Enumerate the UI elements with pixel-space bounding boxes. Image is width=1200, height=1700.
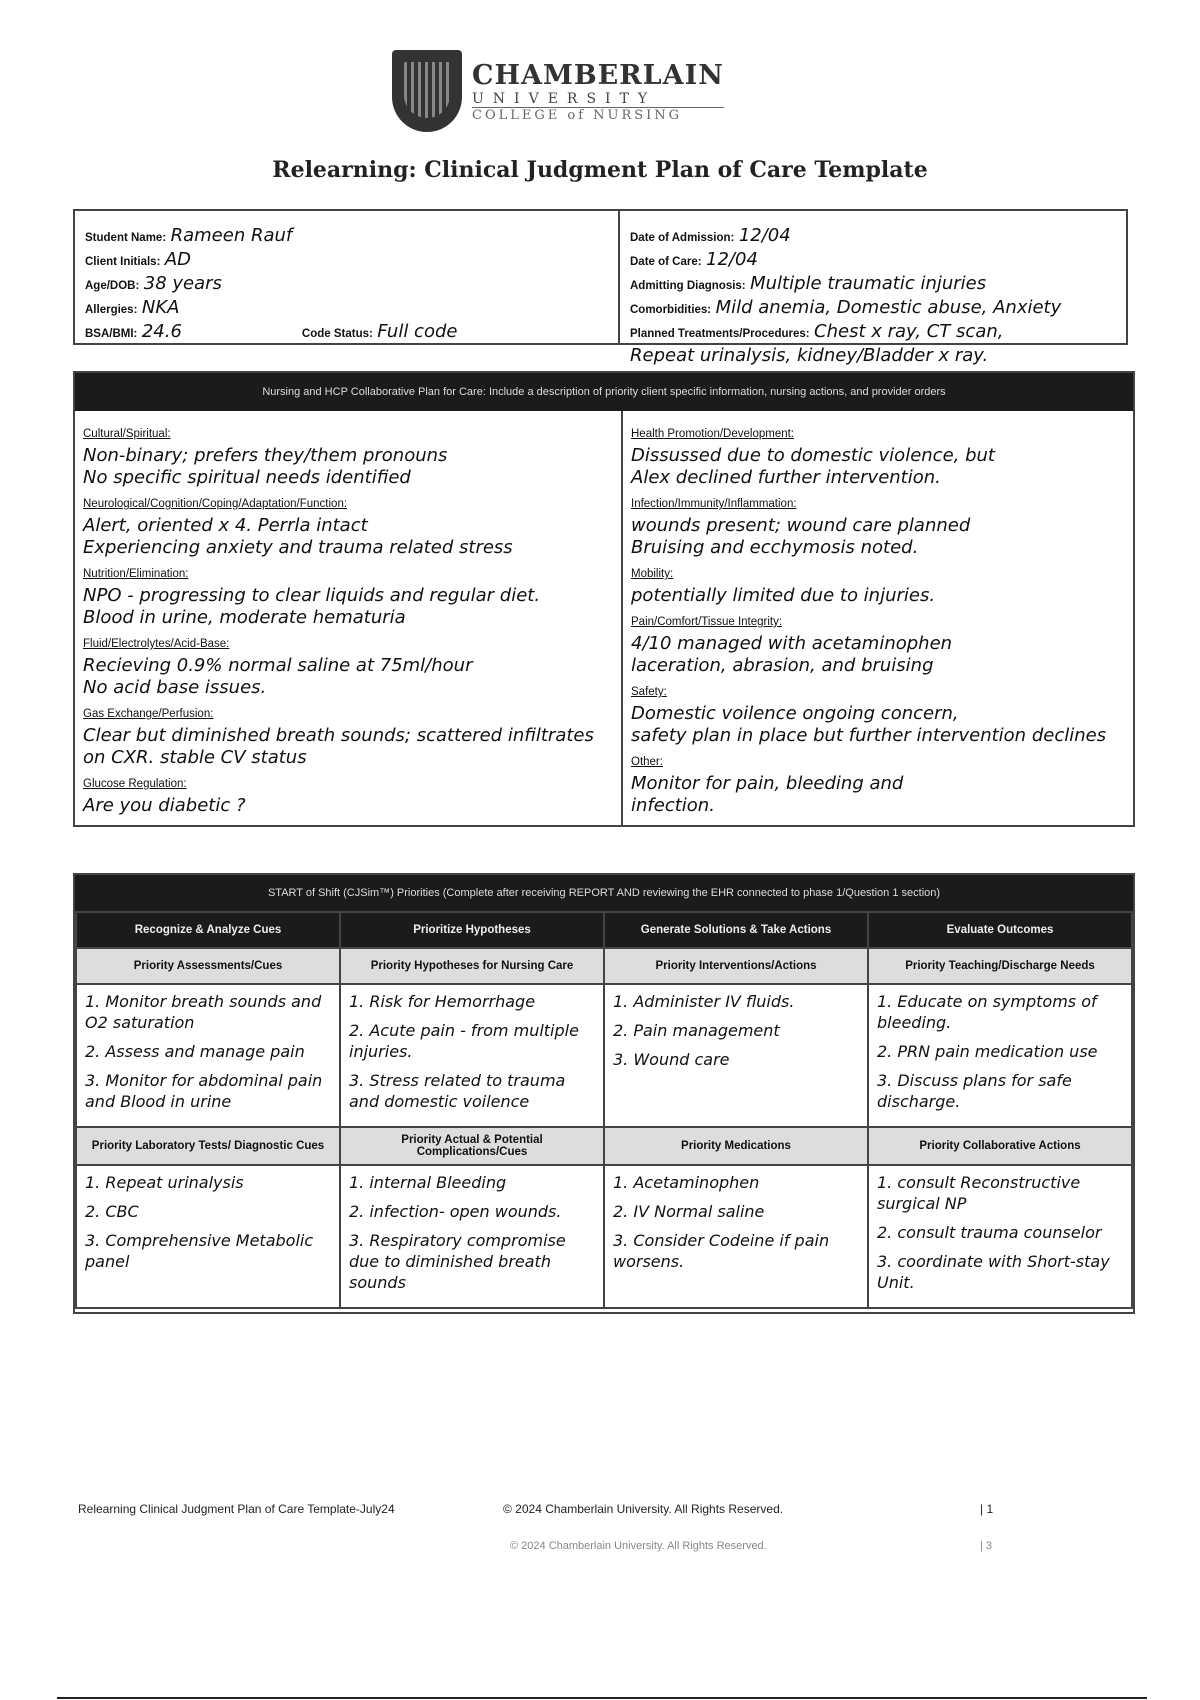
row1-cell — [604, 984, 868, 1127]
plan-section — [631, 493, 1125, 559]
info-label: Date of Admission: — [630, 232, 735, 244]
plan-section-text: potentially limited due to injuries. — [631, 585, 936, 606]
client-info-right — [620, 211, 1126, 366]
row1-cell — [868, 984, 1132, 1127]
plan-section — [83, 423, 613, 489]
client-info-left — [75, 211, 620, 343]
bottom-rule — [57, 1697, 1147, 1699]
priority-item: 3. Discuss plans for safe discharge. — [877, 1071, 1072, 1111]
plan-section — [631, 681, 1125, 747]
plan-section-text: Dissussed due to domestic violence, but — [631, 445, 995, 466]
priority-item: 2. Assess and manage pain — [85, 1042, 305, 1061]
priority-item: 2. Acute pain - from multiple injuries. — [349, 1021, 579, 1061]
row2-cell — [76, 1165, 340, 1308]
table-row — [76, 1127, 1132, 1165]
priority-item: 3. Wound care — [613, 1050, 730, 1069]
sub1-cell: Priority Hypotheses for Nursing Care — [340, 948, 604, 984]
sub2-cell: Priority Medications — [604, 1127, 868, 1165]
plan-section-label: Safety: — [631, 686, 667, 698]
ghost-copyright: © 2024 Chamberlain University. All Rights Reserved. — [510, 1540, 767, 1552]
info-label: Allergies: — [85, 304, 138, 316]
plan-section-text: wounds present; wound care planned — [631, 515, 971, 536]
plan-section-text: Blood in urine, moderate hematuria — [83, 607, 406, 628]
logo-college: COLLEGE of NURSING — [472, 107, 683, 123]
plan-section-label: Cultural/Spiritual: — [83, 428, 171, 440]
plan-section — [83, 633, 613, 699]
info-field — [85, 273, 608, 297]
row1-cell — [76, 984, 340, 1127]
plan-section-label: Glucose Regulation: — [83, 778, 187, 790]
priority-item: 1. Administer IV fluids. — [613, 992, 795, 1011]
priority-item: 3. Consider Codeine if pain worsens. — [613, 1231, 830, 1271]
sub1-cell: Priority Teaching/Discharge Needs — [868, 948, 1132, 984]
info-value: 12/04 — [738, 225, 791, 246]
table-row — [76, 912, 1132, 948]
priority-item: 2. Pain management — [613, 1021, 780, 1040]
info-label: Age/DOB: — [85, 280, 140, 292]
info-value: Rameen Rauf — [170, 225, 293, 246]
plan-section-text: Experiencing anxiety and trauma related stress — [83, 537, 513, 558]
plan-section-label: Nutrition/Elimination: — [83, 568, 189, 580]
info-value: 38 years — [143, 273, 222, 294]
logo-sub: UNIVERSITY — [472, 91, 724, 108]
plan-section-label: Neurological/Cognition/Coping/Adaptation/Function: — [83, 498, 348, 510]
client-info-box — [73, 209, 1128, 366]
priority-item: 2. PRN pain medication use — [877, 1042, 1098, 1061]
priority-item: 2. IV Normal saline — [613, 1202, 765, 1221]
plan-section — [83, 703, 613, 769]
info-field — [630, 249, 1116, 273]
info-label: Admitting Diagnosis: — [630, 280, 746, 292]
priority-item: 1. Repeat urinalysis — [85, 1173, 244, 1192]
priority-item: 1. Monitor breath sounds and O2 saturation — [85, 992, 322, 1032]
plan-section-text: Are you diabetic ? — [83, 795, 246, 816]
info-field — [630, 297, 1116, 321]
info-label: Planned Treatments/Procedures: — [630, 328, 810, 340]
plan-section-text: Bruising and ecchymosis noted. — [631, 537, 919, 558]
plan-section-text: No acid base issues. — [83, 677, 267, 698]
ghost-page: | 3 — [980, 1540, 993, 1552]
sub1-cell: Priority Assessments/Cues — [76, 948, 340, 984]
plan-section — [631, 563, 1125, 607]
code-status-label: Code Status: — [301, 328, 373, 340]
info-field — [630, 321, 1116, 345]
priority-item: 3. Monitor for abdominal pain and Blood in urine — [85, 1071, 323, 1111]
footer-page-number: | 1 — [980, 1502, 994, 1516]
info-value: Mild anemia, Domestic abuse, Anxiety — [715, 297, 1062, 318]
plan-section-text: safety plan in place but further intervention declines — [631, 725, 1107, 746]
info-value: Chest x ray, CT scan, — [814, 321, 1004, 342]
plan-section-text: Monitor for pain, bleeding and — [631, 773, 904, 794]
plan-section-text: 4/10 managed with acetaminophen — [631, 633, 953, 654]
sub1-cell: Priority Interventions/Actions — [604, 948, 868, 984]
footer-template-name: Relearning Clinical Judgment Plan of Care Template-July24 — [78, 1502, 395, 1516]
plan-section-label: Pain/Comfort/Tissue Integrity: — [631, 616, 783, 628]
columns-cell: Evaluate Outcomes — [868, 912, 1132, 948]
info-label: Comorbidities: — [630, 304, 712, 316]
page-number: 1 — [986, 1502, 994, 1516]
plan-section-label: Mobility: — [631, 568, 674, 580]
sub2-cell: Priority Actual & Potential Complications/Cues — [340, 1127, 604, 1165]
plan-section-text: No specific spiritual needs identified — [83, 467, 411, 488]
plan-section-text: Clear but diminished breath sounds; scattered infiltrates on CXR. stable CV status — [83, 725, 594, 768]
logo-name: CHAMBERLAIN — [472, 59, 724, 91]
priorities-header: START of Shift (CJSim™) Priorities (Complete after receiving REPORT AND reviewing the EHR connected to phase 1/Question 1 section) — [75, 875, 1133, 911]
columns-cell: Generate Solutions & Take Actions — [604, 912, 868, 948]
plan-section — [631, 423, 1125, 489]
info-value: 12/04 — [706, 249, 758, 270]
planned-treatments-continued: Repeat urinalysis, kidney/Bladder x ray. — [630, 345, 989, 366]
info-value: Multiple traumatic injuries — [750, 273, 987, 294]
columns-cell: Recognize & Analyze Cues — [76, 912, 340, 948]
plan-section-text: Alert, oriented x 4. Perrla intact — [83, 515, 368, 536]
priority-item: 1. Risk for Hemorrhage — [349, 992, 536, 1011]
info-field — [630, 225, 1116, 249]
priority-item: 3. coordinate with Short-stay Unit. — [877, 1252, 1110, 1292]
info-label: Client Initials: — [85, 256, 161, 268]
plan-section-label: Other: — [631, 756, 663, 768]
priority-item: 3. Stress related to trauma and domestic voilence — [349, 1071, 566, 1111]
columns-cell: Prioritize Hypotheses — [340, 912, 604, 948]
info-field — [85, 249, 608, 273]
priority-item: 1. Educate on symptoms of bleeding. — [877, 992, 1097, 1032]
sub2-cell: Priority Laboratory Tests/ Diagnostic Cues — [76, 1127, 340, 1165]
shield-logo-icon — [392, 50, 462, 132]
plan-section-text: infection. — [631, 795, 715, 816]
info-value: NKA — [141, 297, 180, 318]
ghost-page-number: 3 — [985, 1540, 993, 1552]
plan-section-text: Domestic voilence ongoing concern, — [631, 703, 959, 724]
plan-section-label: Gas Exchange/Perfusion: — [83, 708, 214, 720]
plan-section-text: Alex declined further intervention. — [631, 467, 941, 488]
info-label: Student Name: — [85, 232, 167, 244]
info-value: 24.6 — [141, 321, 182, 342]
table-row — [76, 948, 1132, 984]
priority-item: 2. consult trauma counselor — [877, 1223, 1102, 1242]
priority-item: 1. consult Reconstructive surgical NP — [877, 1173, 1081, 1213]
row2-cell — [604, 1165, 868, 1308]
info-value: AD — [164, 249, 192, 270]
sub2-cell: Priority Collaborative Actions — [868, 1127, 1132, 1165]
plan-section — [631, 751, 1125, 817]
info-field — [85, 225, 608, 249]
footer-copyright: © 2024 Chamberlain University. All Rights Reserved. — [503, 1502, 784, 1516]
plan-section-text: Non-binary; prefers they/them pronouns — [83, 445, 448, 466]
priority-item: 2. infection- open wounds. — [349, 1202, 562, 1221]
priority-item: 1. internal Bleeding — [349, 1173, 507, 1192]
info-field — [85, 297, 608, 321]
plan-section — [631, 611, 1125, 677]
info-field — [85, 321, 608, 345]
code-status — [301, 321, 458, 342]
priority-item: 3. Comprehensive Metabolic panel — [85, 1231, 314, 1271]
plan-section-label: Fluid/Electrolytes/Acid-Base: — [83, 638, 230, 650]
plan-section-label: Health Promotion/Development: — [631, 428, 794, 440]
table-row — [76, 984, 1132, 1127]
priorities-table — [75, 911, 1133, 1309]
info-label: BSA/BMI: — [85, 328, 138, 340]
info-field — [630, 273, 1116, 297]
plan-section — [83, 493, 613, 559]
chamberlain-logo — [392, 50, 724, 132]
plan-section — [83, 773, 613, 817]
priority-item: 1. Acetaminophen — [613, 1173, 760, 1192]
plan-section-text: Recieving 0.9% normal saline at 75ml/hour — [83, 655, 473, 676]
plan-section-label: Infection/Immunity/Inflammation: — [631, 498, 797, 510]
info-label: Date of Care: — [630, 256, 702, 268]
plan-section — [83, 563, 613, 629]
plan-right-column — [623, 411, 1133, 827]
priority-item: 2. CBC — [85, 1202, 139, 1221]
plan-section-text: laceration, abrasion, and bruising — [631, 655, 934, 676]
document-title: Relearning: Clinical Judgment Plan of Care Template — [272, 157, 928, 183]
shift-priorities — [73, 873, 1135, 1314]
row2-cell — [868, 1165, 1132, 1308]
table-row — [76, 1165, 1132, 1308]
collaborative-plan — [73, 371, 1135, 827]
plan-header: Nursing and HCP Collaborative Plan for Care: Include a description of priority client specific information, nursing actions, and provider orders — [75, 373, 1133, 411]
row2-cell — [340, 1165, 604, 1308]
plan-left-column — [75, 411, 623, 827]
priority-item: 3. Respiratory compromise due to diminished breath sounds — [349, 1231, 566, 1292]
row1-cell — [340, 984, 604, 1127]
plan-section-text: NPO - progressing to clear liquids and regular diet. — [83, 585, 541, 606]
code-status-value: Full code — [377, 321, 458, 342]
